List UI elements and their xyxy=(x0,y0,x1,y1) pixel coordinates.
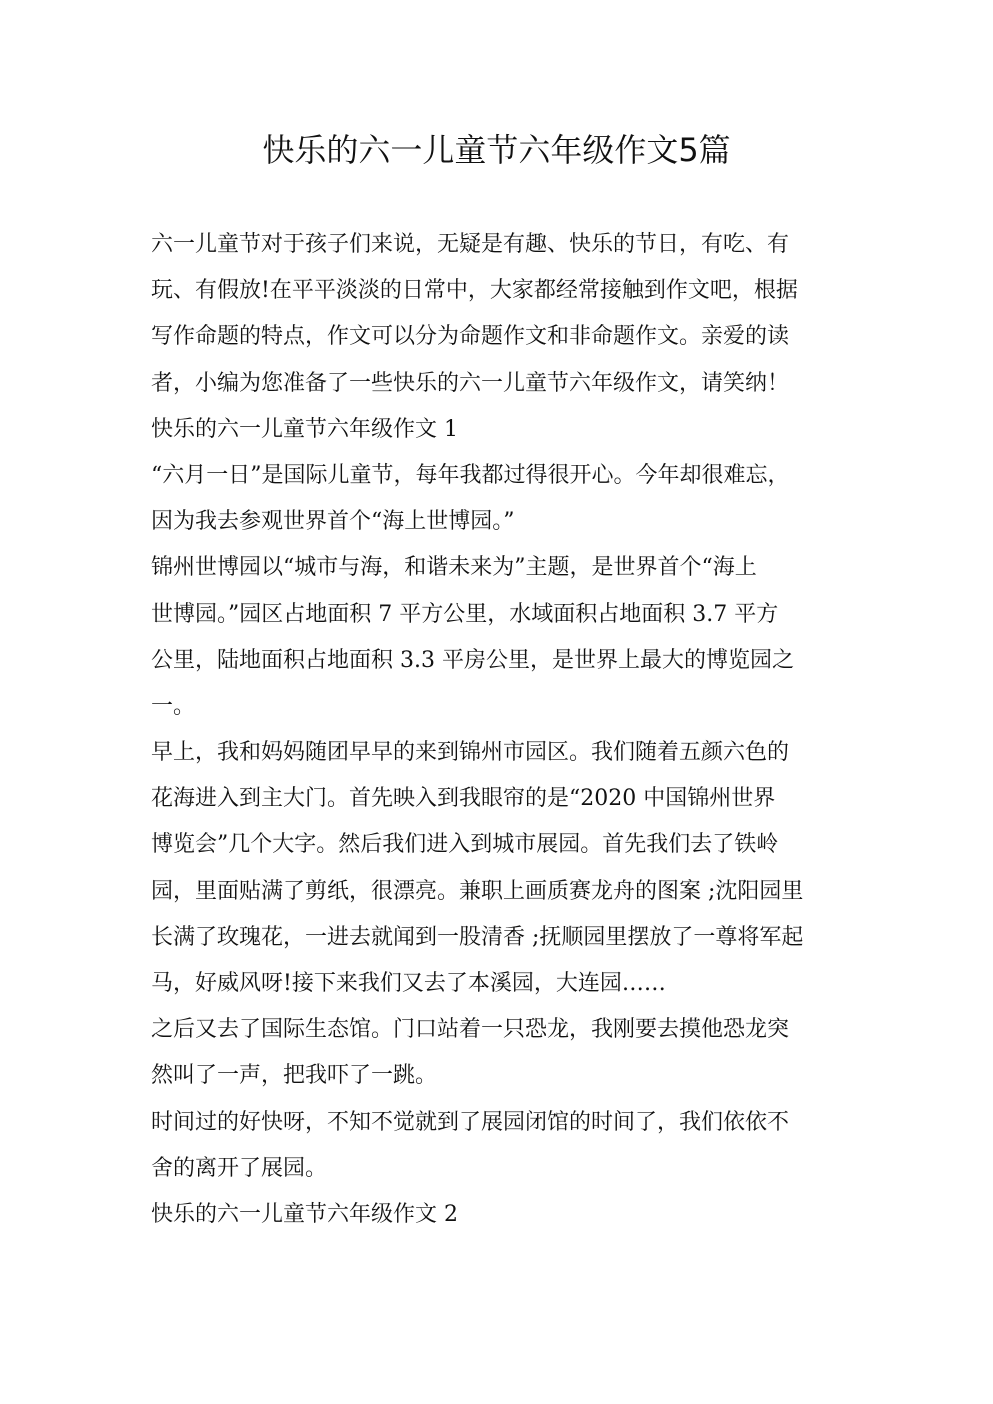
text-line: 马，好威风呀!接下来我们又去了本溪园，大连园…… xyxy=(151,971,666,996)
text-line: 因为我去参观世界首个“海上世博园。” xyxy=(151,509,515,535)
document-body xyxy=(151,222,837,1238)
text-line: 时间过的好快呀，不知不觉就到了展园闭馆的时间了，我们依依不 xyxy=(151,1109,790,1135)
text-line: 锦州世博园以“城市与海，和谐未来为”主题，是世界首个“海上 xyxy=(151,555,757,581)
text-line: 玩、有假放!在平平淡淡的日常中，大家都经常接触到作文吧，根据 xyxy=(151,278,798,304)
text-line: 者，小编为您准备了一些快乐的六一儿童节六年级作文，请笑纳！ xyxy=(151,370,790,396)
section-heading: 快乐的六一儿童节六年级作文 2 xyxy=(151,1201,458,1227)
text-line: 六一儿童节对于孩子们来说，无疑是有趣、快乐的节日，有吃、有 xyxy=(151,232,790,257)
text-line: 早上，我和妈妈随团早早的来到锦州市园区。我们随着五颜六色的 xyxy=(151,740,790,766)
text-line: 然叫了一声，把我吓了一跳。 xyxy=(151,1063,438,1089)
text-line: 花海进入到主大门。首先映入到我眼帘的是“2020 中国锦州世界 xyxy=(151,786,776,812)
text-line: 写作命题的特点，作文可以分为命题作文和非命题作文。亲爱的读 xyxy=(151,324,790,350)
document-title: 快乐的六一儿童节六年级作文5篇 xyxy=(262,131,731,169)
text-line: 之后又去了国际生态馆。门口站着一只恐龙，我刚要去摸他恐龙突 xyxy=(151,1017,790,1043)
text-line: 公里，陆地面积占地面积 3.3 平房公里，是世界上最大的博览园之 xyxy=(151,647,794,673)
text-line: 世博园。”园区占地面积 7 平方公里，水域面积占地面积 3.7 平方 xyxy=(151,601,779,627)
text-line: “六月一日”是国际儿童节，每年我都过得很开心。今年却很难忘， xyxy=(151,462,790,488)
text-line: 园，里面贴满了剪纸，很漂亮。兼职上画质赛龙舟的图案 ;沈阳园里 xyxy=(151,878,804,904)
text-line: 博览会”几个大字。然后我们进入到城市展园。首先我们去了铁岭 xyxy=(151,832,779,858)
text-line: 长满了玫瑰花，一进去就闻到一股清香 ;抚顺园里摆放了一尊将军起 xyxy=(151,924,804,950)
text-line: 一。 xyxy=(151,693,196,719)
section-heading: 快乐的六一儿童节六年级作文 1 xyxy=(151,416,458,442)
text-line: 舍的离开了展园。 xyxy=(151,1155,328,1181)
